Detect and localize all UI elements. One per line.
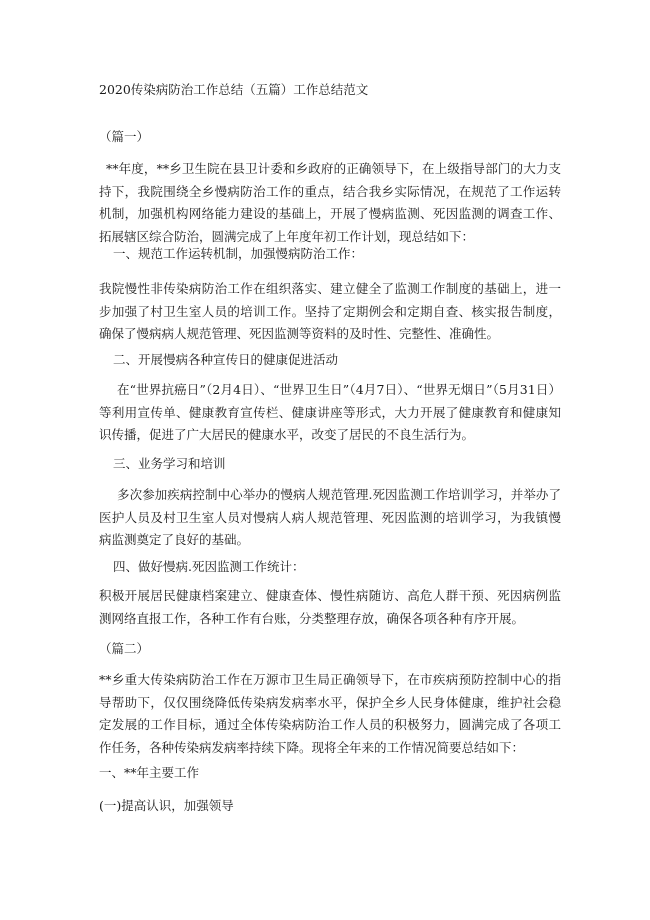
paragraph-1: 我院慢性非传染病防治工作在组织落实、建立健全了监测工作制度的基础上，进一步加强了村卫生室人员的培训工作。坚持了定期例会和定期自查、核实报告制度，确保了慢病病人规范管理、死因监测等资料的及时性、完整性、准确性。 bbox=[99, 281, 561, 341]
heading-part-two-1: 一、**年主要工作 bbox=[99, 765, 200, 780]
section-heading-part-one: （篇一） bbox=[99, 129, 150, 144]
subheading-part-two-1-1: (一)提高认识，加强领导 bbox=[99, 798, 234, 813]
paragraph-2: 在“世界抗癌日”（2月4日）、“世界卫生日”（4月7日）、“世界无烟日”（5月31日）等利用宣传单、健康教育宣传栏、健康讲座等形式，大力开展了健康教育和健康知识传播，促进了广大居民的健康水平，改变了居民的不良生活行为。 bbox=[99, 382, 561, 442]
heading-2: 二、开展慢病各种宣传日的健康促进活动 bbox=[113, 352, 339, 367]
paragraph-3: 多次参加疾病控制中心举办的慢病人规范管理.死因监测工作培训学习，并举办了医护人员及村卫生室人员对慢病人病人规范管理、死因监测的培训学习，为我镇慢病监测奠定了良好的基础。 bbox=[99, 487, 561, 547]
section-heading-part-two: （篇二） bbox=[99, 641, 150, 656]
paragraph-intro: **年度，**乡卫生院在县卫计委和乡政府的正确领导下，在上级指导部门的大力支持下，我院围绕全乡慢病防治工作的重点，结合我乡实际情况，在规范了工作运转机制，加强机构网络能力建设的基础上，开展了慢病监测、死因监测的调查工作、拓展辖区综合防治，圆满完成了上年度年初工作计划，现总结如下： bbox=[99, 161, 561, 244]
paragraph-4: 积极开展居民健康档案建立、健康查体、慢性病随访、高危人群干预、死因病例监测网络直报工作，各种工作有台账，分类整理存放，确保各项各种有序开展。 bbox=[99, 588, 561, 626]
paragraph-part-two-intro: **乡重大传染病防治工作在万源市卫生局正确领导下，在市疾病预防控制中心的指导帮助下，仅仅围绕降低传染病发病率水平，保护全乡人民身体健康，维护社会稳定发展的工作目标，通过全体传染病防治工作人员的积极努力，圆满完成了各项工作任务，各种传染病发病率持续下降。现将全年来的工作情况简要总结如下： bbox=[99, 672, 561, 755]
heading-3: 三、业务学习和培训 bbox=[113, 456, 226, 471]
heading-1: 一、规范工作运转机制，加强慢病防治工作： bbox=[113, 246, 364, 261]
heading-4: 四、做好慢病.死因监测工作统计： bbox=[113, 559, 305, 574]
document-title: 2020传染病防治工作总结（五篇）工作总结范文 bbox=[99, 82, 369, 97]
